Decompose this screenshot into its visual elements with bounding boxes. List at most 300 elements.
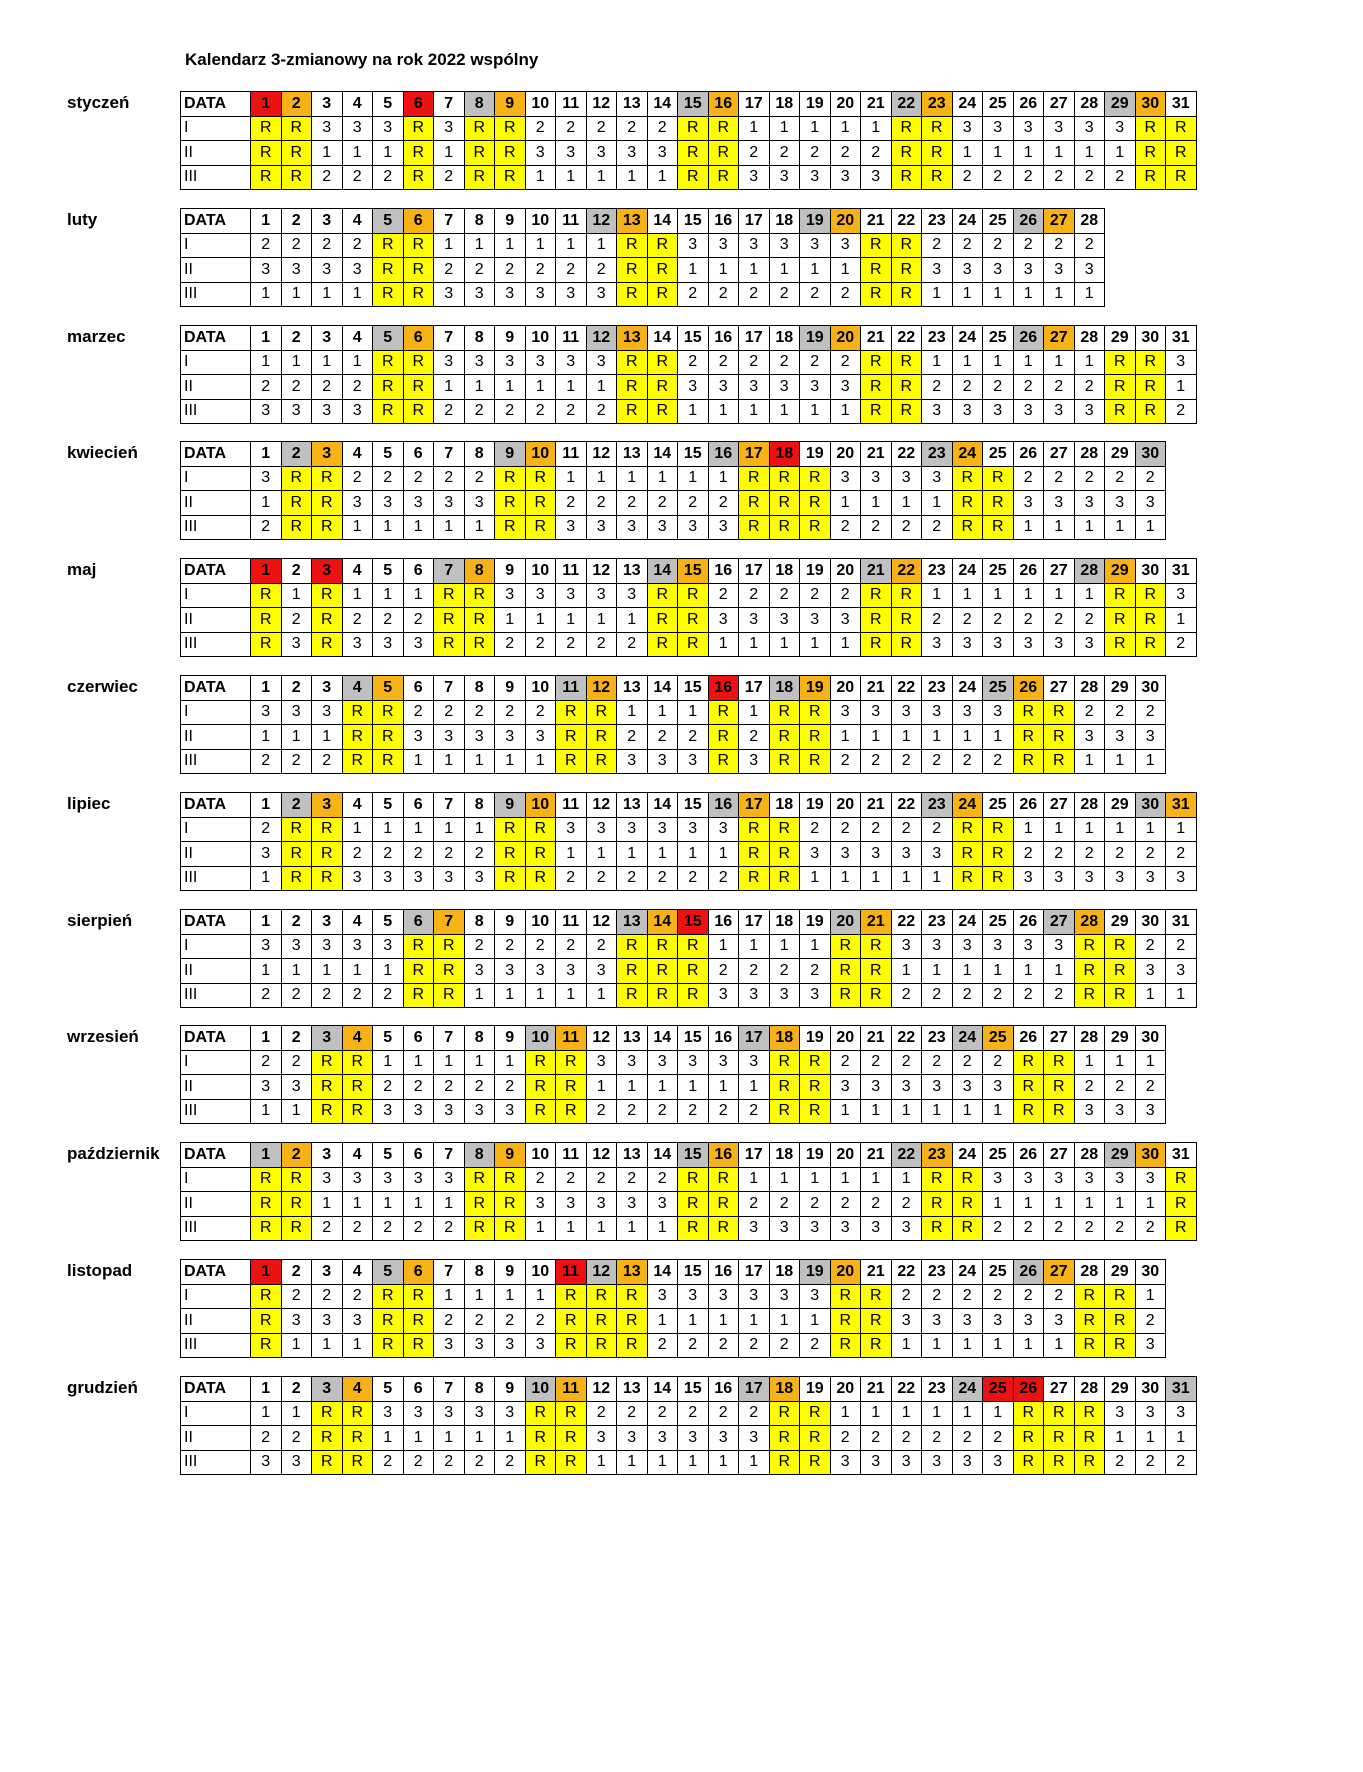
shift-cell: R <box>403 399 434 424</box>
shift-cell: 1 <box>495 233 526 258</box>
day-number: 17 <box>739 326 770 351</box>
shift-cell: R <box>312 1426 343 1451</box>
shift-cell: 2 <box>434 466 465 491</box>
shift-cell: 2 <box>464 1309 495 1334</box>
day-number: 23 <box>922 910 953 935</box>
shift-cell: 2 <box>1044 375 1075 400</box>
shift-cell: 3 <box>1105 116 1136 141</box>
shift-cell: 1 <box>1105 141 1136 166</box>
shift-cell: 1 <box>678 1450 709 1475</box>
shift-cell: 1 <box>495 1426 526 1451</box>
shift-cell: R <box>769 1050 800 1075</box>
shift-cell: R <box>769 700 800 725</box>
shift-row <box>181 1309 1166 1334</box>
shift-cell: 3 <box>922 258 953 283</box>
shift-cell: 2 <box>342 1216 373 1241</box>
shift-cell: R <box>403 258 434 283</box>
day-number: 15 <box>678 559 709 584</box>
day-number: 11 <box>556 442 587 467</box>
shift-cell: 2 <box>800 583 831 608</box>
shift-cell: R <box>342 1050 373 1075</box>
shift-cell: R <box>312 466 343 491</box>
shift-cell: R <box>495 491 526 516</box>
shift-cell: R <box>922 1216 953 1241</box>
shift-cell: R <box>373 258 404 283</box>
shift-cell: 1 <box>1074 749 1105 774</box>
shift-cell: 3 <box>586 1050 617 1075</box>
date-header: DATA <box>181 1143 251 1168</box>
shift-cell: 2 <box>952 165 983 190</box>
shift-cell: 1 <box>800 258 831 283</box>
shift-cell: 1 <box>525 1216 556 1241</box>
shift-cell: 3 <box>373 116 404 141</box>
shift-cell: 2 <box>708 583 739 608</box>
shift-cell: 2 <box>1044 233 1075 258</box>
shift-cell: 1 <box>342 1192 373 1217</box>
shift-row <box>181 1192 1197 1217</box>
shift-cell: 2 <box>1135 1450 1166 1475</box>
shift-cell: 2 <box>312 983 343 1008</box>
shift-cell: 3 <box>373 1401 404 1426</box>
day-number: 22 <box>891 910 922 935</box>
day-number: 5 <box>373 326 404 351</box>
shift-cell: 2 <box>251 817 282 842</box>
shift-cell: 1 <box>800 1309 831 1334</box>
shift-label: II <box>181 1075 251 1100</box>
shift-cell: 2 <box>251 1050 282 1075</box>
shift-cell: 2 <box>1135 1309 1166 1334</box>
shift-cell: 2 <box>861 1192 892 1217</box>
shift-cell: 3 <box>281 632 312 657</box>
day-number: 5 <box>373 1260 404 1285</box>
shift-cell: R <box>891 399 922 424</box>
day-number: 26 <box>1013 1143 1044 1168</box>
shift-cell: R <box>281 515 312 540</box>
day-number: 8 <box>464 326 495 351</box>
day-number: 3 <box>312 1026 343 1051</box>
shift-cell: 1 <box>922 1333 953 1358</box>
shift-cell: 1 <box>1135 749 1166 774</box>
shift-cell: 1 <box>464 233 495 258</box>
shift-cell: 3 <box>1013 866 1044 891</box>
shift-cell: 1 <box>434 749 465 774</box>
shift-cell: 1 <box>952 1401 983 1426</box>
shift-cell: 1 <box>251 1401 282 1426</box>
shift-cell: R <box>1166 1167 1197 1192</box>
shift-row <box>181 233 1105 258</box>
shift-cell: R <box>1044 1099 1075 1124</box>
shift-cell: 3 <box>495 1333 526 1358</box>
shift-label: I <box>181 1401 251 1426</box>
shift-cell: R <box>1074 983 1105 1008</box>
day-number: 23 <box>922 559 953 584</box>
day-number: 7 <box>434 559 465 584</box>
shift-cell: 2 <box>1074 608 1105 633</box>
shift-cell: R <box>983 866 1014 891</box>
shift-cell: 3 <box>800 842 831 867</box>
shift-cell: 3 <box>678 1284 709 1309</box>
shift-cell: 1 <box>1135 983 1166 1008</box>
day-number: 12 <box>586 1377 617 1402</box>
shift-cell: 3 <box>800 233 831 258</box>
day-number: 11 <box>556 1377 587 1402</box>
shift-cell: 1 <box>403 749 434 774</box>
shift-cell: 1 <box>342 141 373 166</box>
day-number: 27 <box>1044 676 1075 701</box>
shift-cell: R <box>769 1099 800 1124</box>
shift-cell: 1 <box>556 842 587 867</box>
shift-cell: 2 <box>495 399 526 424</box>
shift-cell: 1 <box>647 1450 678 1475</box>
date-row <box>181 676 1166 701</box>
shift-cell: 3 <box>830 700 861 725</box>
shift-cell: R <box>617 983 648 1008</box>
shift-cell: 3 <box>983 934 1014 959</box>
day-number: 24 <box>952 793 983 818</box>
shift-cell: R <box>495 842 526 867</box>
shift-cell: 3 <box>1013 1309 1044 1334</box>
shift-cell: 2 <box>617 491 648 516</box>
shift-cell: R <box>830 1309 861 1334</box>
shift-cell: 1 <box>403 1192 434 1217</box>
shift-cell: 3 <box>1044 1167 1075 1192</box>
shift-cell: 3 <box>342 1309 373 1334</box>
shift-cell: 2 <box>403 608 434 633</box>
shift-cell: 1 <box>312 959 343 984</box>
day-number: 4 <box>342 910 373 935</box>
shift-cell: 3 <box>739 1216 770 1241</box>
shift-row <box>181 1284 1166 1309</box>
day-number: 13 <box>617 442 648 467</box>
day-number: 15 <box>678 793 709 818</box>
shift-cell: 2 <box>403 1216 434 1241</box>
shift-cell: 3 <box>1044 491 1075 516</box>
shift-cell: R <box>373 700 404 725</box>
shift-cell: 2 <box>830 1426 861 1451</box>
month-label: listopad <box>67 1261 133 1280</box>
day-number: 13 <box>617 209 648 234</box>
shift-cell: R <box>403 233 434 258</box>
shift-cell: R <box>861 1333 892 1358</box>
shift-cell: 1 <box>830 258 861 283</box>
shift-cell: 3 <box>1013 116 1044 141</box>
day-number: 10 <box>525 910 556 935</box>
shift-cell: 2 <box>983 165 1014 190</box>
day-number: 10 <box>525 442 556 467</box>
shift-cell: 2 <box>617 116 648 141</box>
shift-cell: 3 <box>281 1075 312 1100</box>
shift-cell: R <box>739 842 770 867</box>
shift-cell: 2 <box>373 1450 404 1475</box>
shift-cell: R <box>830 959 861 984</box>
shift-cell: 2 <box>800 959 831 984</box>
shift-cell: 3 <box>464 282 495 307</box>
day-number: 27 <box>1044 1377 1075 1402</box>
shift-cell: 3 <box>1044 632 1075 657</box>
shift-cell: R <box>1135 141 1166 166</box>
day-number: 21 <box>861 559 892 584</box>
shift-cell: 3 <box>342 866 373 891</box>
shift-cell: 1 <box>739 700 770 725</box>
shift-cell: R <box>495 116 526 141</box>
day-number: 25 <box>983 442 1014 467</box>
shift-cell: R <box>403 375 434 400</box>
day-number: 13 <box>617 910 648 935</box>
shift-cell: 2 <box>1044 466 1075 491</box>
day-number: 30 <box>1135 442 1166 467</box>
shift-cell: 3 <box>312 1167 343 1192</box>
date-row <box>181 209 1105 234</box>
day-number: 3 <box>312 1377 343 1402</box>
shift-cell: 2 <box>586 1167 617 1192</box>
shift-cell: R <box>525 1075 556 1100</box>
shift-cell: 1 <box>556 375 587 400</box>
shift-cell: R <box>403 1284 434 1309</box>
shift-cell: 1 <box>1135 515 1166 540</box>
shift-cell: 1 <box>373 1192 404 1217</box>
shift-cell: R <box>1166 141 1197 166</box>
day-number: 22 <box>891 1026 922 1051</box>
shift-cell: 1 <box>922 1401 953 1426</box>
shift-cell: 2 <box>1166 632 1197 657</box>
shift-cell: 1 <box>830 399 861 424</box>
day-number: 27 <box>1044 1260 1075 1285</box>
shift-cell: 1 <box>922 1099 953 1124</box>
shift-cell: 1 <box>373 141 404 166</box>
shift-cell: 3 <box>1013 1167 1044 1192</box>
day-number: 24 <box>952 442 983 467</box>
shift-cell: 1 <box>739 1167 770 1192</box>
shift-cell: 3 <box>464 959 495 984</box>
day-number: 13 <box>617 676 648 701</box>
shift-cell: 2 <box>525 1309 556 1334</box>
day-number: 28 <box>1074 1260 1105 1285</box>
shift-cell: R <box>342 1401 373 1426</box>
shift-cell: 1 <box>373 1426 404 1451</box>
shift-cell: R <box>556 1050 587 1075</box>
shift-row <box>181 1333 1166 1358</box>
shift-cell: 2 <box>1074 233 1105 258</box>
shift-cell: 1 <box>251 725 282 750</box>
shift-cell: 3 <box>373 1099 404 1124</box>
shift-cell: 3 <box>251 842 282 867</box>
shift-cell: 1 <box>312 725 343 750</box>
shift-cell: 2 <box>1105 700 1136 725</box>
day-number: 12 <box>586 442 617 467</box>
day-number: 19 <box>800 1260 831 1285</box>
day-number: 3 <box>312 326 343 351</box>
shift-cell: 2 <box>983 1216 1014 1241</box>
shift-cell: 2 <box>556 866 587 891</box>
shift-cell: R <box>678 1167 709 1192</box>
shift-cell: 3 <box>251 466 282 491</box>
shift-cell: 1 <box>800 116 831 141</box>
shift-cell: R <box>251 1167 282 1192</box>
shift-cell: R <box>312 1075 343 1100</box>
shift-row <box>181 700 1166 725</box>
date-row <box>181 1143 1197 1168</box>
shift-cell: 3 <box>556 583 587 608</box>
shift-cell: 3 <box>647 1426 678 1451</box>
shift-cell: 1 <box>251 1099 282 1124</box>
shift-cell: 3 <box>281 399 312 424</box>
shift-cell: R <box>739 515 770 540</box>
shift-cell: 1 <box>1074 350 1105 375</box>
shift-cell: R <box>495 1167 526 1192</box>
day-number: 31 <box>1166 326 1197 351</box>
shift-cell: 3 <box>434 116 465 141</box>
shift-cell: R <box>342 1099 373 1124</box>
shift-cell: R <box>647 233 678 258</box>
shift-cell: 1 <box>434 233 465 258</box>
shift-cell: 1 <box>861 725 892 750</box>
shift-cell: 2 <box>891 1426 922 1451</box>
day-number: 21 <box>861 910 892 935</box>
shift-cell: 2 <box>556 258 587 283</box>
shift-cell: 1 <box>708 258 739 283</box>
day-number: 30 <box>1135 793 1166 818</box>
shift-cell: R <box>922 141 953 166</box>
day-number: 25 <box>983 559 1014 584</box>
shift-cell: 1 <box>1135 1284 1166 1309</box>
month-table <box>180 91 1197 190</box>
shift-cell: 1 <box>556 1216 587 1241</box>
day-number: 8 <box>464 1143 495 1168</box>
shift-cell: R <box>1044 725 1075 750</box>
shift-cell: 1 <box>403 1050 434 1075</box>
shift-cell: R <box>983 491 1014 516</box>
shift-cell: R <box>312 1401 343 1426</box>
shift-cell: 3 <box>1074 866 1105 891</box>
date-row <box>181 1377 1197 1402</box>
day-number: 13 <box>617 1143 648 1168</box>
shift-cell: 1 <box>1013 1192 1044 1217</box>
day-number: 1 <box>251 1026 282 1051</box>
day-number: 27 <box>1044 326 1075 351</box>
day-number: 20 <box>830 910 861 935</box>
shift-cell: R <box>403 1309 434 1334</box>
shift-cell: 3 <box>586 515 617 540</box>
day-number: 28 <box>1074 910 1105 935</box>
date-row <box>181 92 1197 117</box>
shift-cell: R <box>1044 1075 1075 1100</box>
shift-label: III <box>181 515 251 540</box>
shift-cell: 2 <box>922 515 953 540</box>
shift-cell: 2 <box>586 1401 617 1426</box>
shift-cell: 1 <box>525 1284 556 1309</box>
shift-cell: R <box>1105 583 1136 608</box>
shift-row <box>181 1450 1197 1475</box>
shift-cell: R <box>952 866 983 891</box>
month-label: październik <box>67 1144 160 1163</box>
shift-cell: R <box>281 141 312 166</box>
shift-cell: R <box>647 583 678 608</box>
shift-cell: R <box>739 466 770 491</box>
day-number: 27 <box>1044 559 1075 584</box>
shift-cell: 1 <box>281 1333 312 1358</box>
day-number: 18 <box>769 793 800 818</box>
shift-label: I <box>181 583 251 608</box>
day-number: 12 <box>586 1260 617 1285</box>
shift-cell: R <box>434 934 465 959</box>
day-number: 2 <box>281 676 312 701</box>
shift-cell: R <box>922 116 953 141</box>
shift-cell: R <box>586 1333 617 1358</box>
day-number: 20 <box>830 209 861 234</box>
shift-cell: R <box>464 141 495 166</box>
day-number: 10 <box>525 209 556 234</box>
shift-cell: 3 <box>739 608 770 633</box>
day-number: 3 <box>312 442 343 467</box>
day-number: 16 <box>708 1377 739 1402</box>
shift-cell: 1 <box>1074 1192 1105 1217</box>
shift-cell: 1 <box>251 282 282 307</box>
day-number: 15 <box>678 1143 709 1168</box>
shift-cell: 1 <box>586 1075 617 1100</box>
shift-cell: 2 <box>434 700 465 725</box>
shift-cell: 3 <box>708 1426 739 1451</box>
shift-cell: 2 <box>1013 842 1044 867</box>
shift-cell: 2 <box>464 466 495 491</box>
shift-label: II <box>181 1309 251 1334</box>
shift-cell: 2 <box>556 399 587 424</box>
day-number: 22 <box>891 559 922 584</box>
month-label: lipiec <box>67 794 111 813</box>
shift-cell: 3 <box>1166 866 1197 891</box>
shift-cell: R <box>403 350 434 375</box>
shift-cell: 2 <box>251 375 282 400</box>
shift-cell: 1 <box>830 725 861 750</box>
shift-cell: 3 <box>1074 399 1105 424</box>
shift-label: III <box>181 1099 251 1124</box>
shift-cell: R <box>891 116 922 141</box>
shift-cell: 2 <box>800 1333 831 1358</box>
shift-cell: R <box>1044 1050 1075 1075</box>
shift-cell: 1 <box>556 165 587 190</box>
shift-cell: 2 <box>1044 1284 1075 1309</box>
day-number: 28 <box>1074 676 1105 701</box>
day-number: 30 <box>1135 1026 1166 1051</box>
shift-cell: 3 <box>861 1216 892 1241</box>
shift-cell: 2 <box>983 749 1014 774</box>
day-number: 12 <box>586 92 617 117</box>
shift-cell: 3 <box>617 141 648 166</box>
shift-cell: 3 <box>647 515 678 540</box>
shift-cell: R <box>983 817 1014 842</box>
shift-cell: 1 <box>891 866 922 891</box>
shift-cell: 1 <box>678 399 709 424</box>
shift-cell: 1 <box>739 399 770 424</box>
shift-row <box>181 1426 1197 1451</box>
shift-label: II <box>181 1426 251 1451</box>
shift-cell: 2 <box>464 842 495 867</box>
shift-cell: R <box>1135 583 1166 608</box>
shift-cell: 1 <box>1135 1192 1166 1217</box>
shift-cell: 1 <box>647 1075 678 1100</box>
shift-cell: R <box>708 141 739 166</box>
shift-cell: 3 <box>891 700 922 725</box>
day-number: 28 <box>1074 326 1105 351</box>
shift-cell: 1 <box>586 1216 617 1241</box>
day-number: 4 <box>342 1143 373 1168</box>
shift-cell: R <box>708 116 739 141</box>
shift-row <box>181 749 1166 774</box>
shift-cell: R <box>861 233 892 258</box>
shift-cell: 2 <box>403 1450 434 1475</box>
shift-cell: 2 <box>708 866 739 891</box>
day-number: 26 <box>1013 1026 1044 1051</box>
shift-cell: R <box>525 842 556 867</box>
